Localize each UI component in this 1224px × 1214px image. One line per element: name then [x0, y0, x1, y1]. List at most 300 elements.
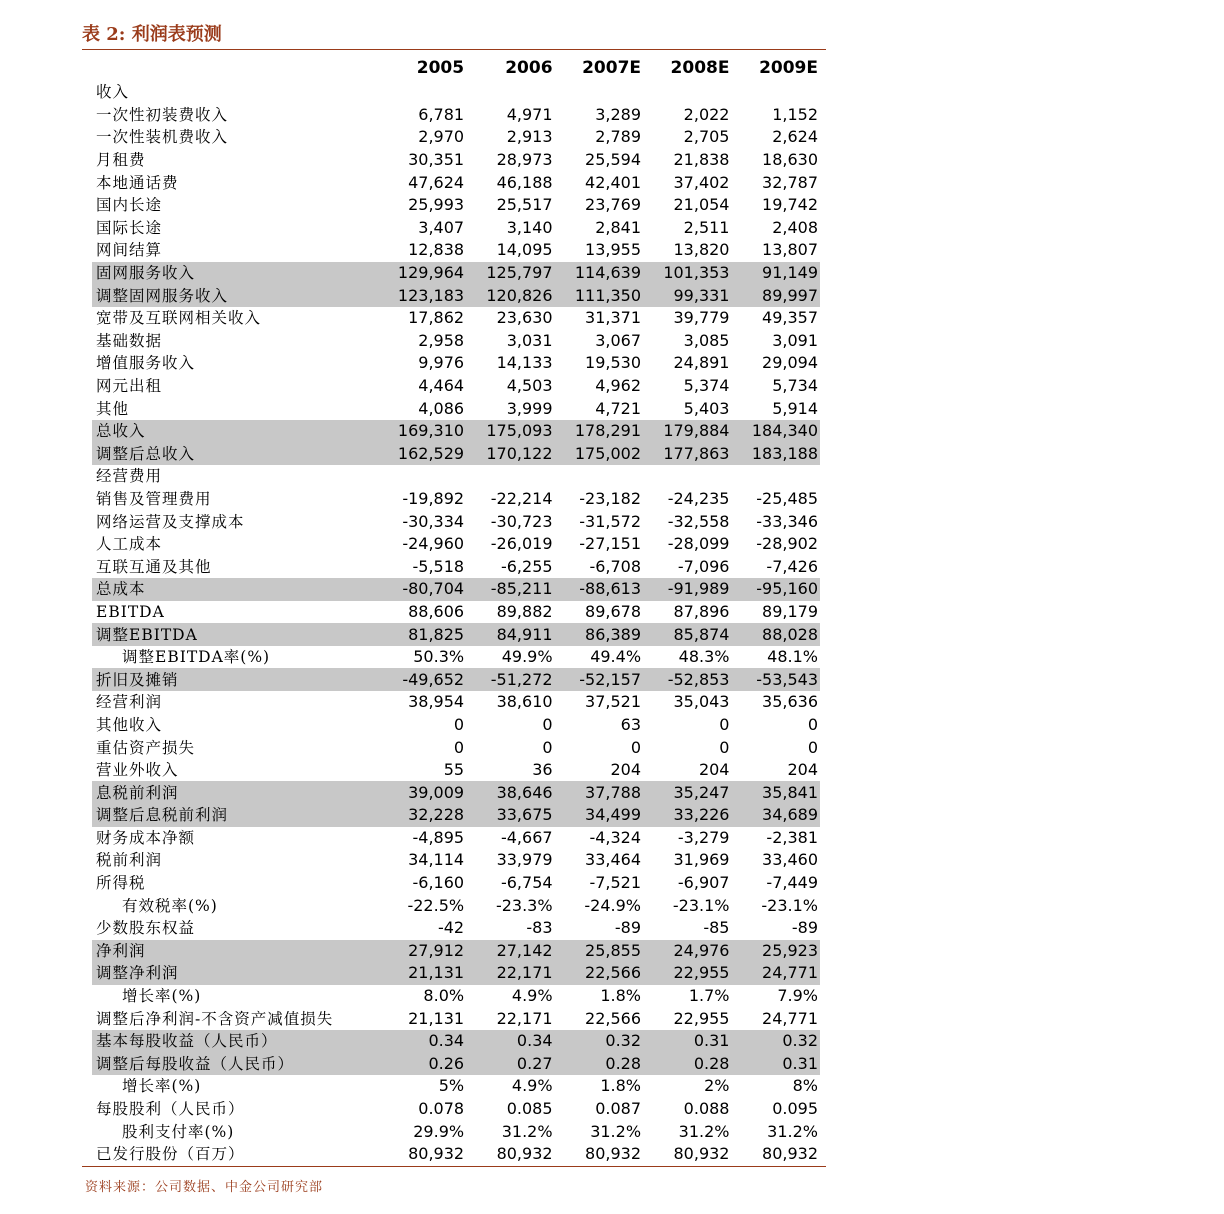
column-header: 2008E: [670, 58, 730, 78]
table-row: [82, 804, 826, 827]
cell-value: 3,999: [506, 398, 553, 418]
cell-value: -91,989: [649, 578, 737, 601]
cell-value: -23,182: [579, 488, 642, 508]
table-row: [82, 533, 826, 556]
cell-value: 85,874: [649, 623, 737, 646]
cell-value: 0.087: [595, 1099, 642, 1119]
cell-value: 27,142: [472, 940, 560, 963]
cell-value: -28,099: [667, 534, 730, 554]
cell-value: 35,636: [762, 692, 818, 712]
cell-value: 1.8%: [600, 1076, 642, 1096]
cell-value: -7,096: [677, 556, 730, 576]
cell-value: 21,838: [673, 150, 730, 170]
cell-value: -24,235: [667, 488, 730, 508]
cell-value: 3,031: [506, 330, 553, 350]
cell-value: -22,214: [490, 488, 553, 508]
cell-value: 22,955: [673, 1008, 730, 1028]
cell-value: -7,521: [589, 873, 642, 893]
cell-value: 0.085: [506, 1099, 553, 1119]
cell-value: 4,086: [418, 398, 465, 418]
row-label: 基本每股收益（人民币）: [82, 1030, 384, 1053]
cell-value: 3,407: [418, 217, 465, 237]
cell-value: 6,781: [418, 104, 465, 124]
cell-value: 19,742: [762, 195, 818, 215]
table-row: [82, 104, 826, 127]
cell-value: 3,085: [683, 330, 730, 350]
header-row: [82, 55, 826, 81]
table-row: [82, 827, 826, 850]
cell-value: 0.31: [737, 1053, 826, 1076]
table-row: [82, 307, 826, 330]
table-row: [82, 940, 826, 963]
row-label: 息税前利润: [82, 781, 384, 804]
cell-value: [737, 81, 826, 104]
cell-value: 33,226: [649, 804, 737, 827]
cell-value: 55: [443, 760, 465, 780]
cell-value: 37,521: [585, 692, 642, 712]
cell-value: 1.8%: [600, 986, 642, 1006]
cell-value: 50.3%: [413, 647, 465, 667]
table-row: [82, 194, 826, 217]
cell-value: 89,179: [762, 601, 818, 621]
cell-value: 2,408: [772, 217, 818, 237]
cell-value: -4,895: [412, 827, 465, 847]
cell-value: -6,160: [412, 873, 465, 893]
cell-value: 31.2%: [678, 1121, 730, 1141]
row-label: 增长率(%): [122, 1077, 202, 1096]
cell-value: 34,114: [408, 850, 465, 870]
table-title: 表 2: 利润表预测: [82, 22, 826, 50]
table-row: [82, 601, 826, 624]
cell-value: 125,797: [472, 262, 560, 285]
cell-value: 38,954: [408, 692, 465, 712]
table-row: [82, 239, 826, 262]
cell-value: -6,708: [589, 556, 642, 576]
cell-value: 0: [719, 737, 730, 757]
cell-value: 123,183: [384, 284, 472, 307]
cell-value: 35,247: [649, 781, 737, 804]
cell-value: 21,131: [408, 1008, 465, 1028]
cell-value: 1,152: [772, 104, 818, 124]
row-label: 调整后每股收益（人民币）: [82, 1053, 384, 1076]
cell-value: -53,543: [737, 668, 826, 691]
cell-value: 29,094: [762, 353, 818, 373]
cell-value: 49,357: [762, 308, 818, 328]
cell-value: -31,572: [579, 511, 642, 531]
cell-value: 22,566: [561, 962, 649, 985]
cell-value: 8%: [792, 1076, 818, 1096]
cell-value: 27,912: [384, 940, 472, 963]
row-label: 其他: [96, 399, 130, 418]
cell-value: 4,962: [595, 376, 642, 396]
cell-value: 21,054: [673, 195, 730, 215]
cell-value: 4,971: [506, 104, 553, 124]
cell-value: 0.28: [561, 1053, 649, 1076]
cell-value: 46,188: [496, 172, 553, 192]
cell-value: 204: [610, 760, 642, 780]
income-statement-table-container: [82, 55, 826, 1166]
cell-value: 23,769: [585, 195, 642, 215]
cell-value: 38,646: [472, 781, 560, 804]
cell-value: -51,272: [472, 668, 560, 691]
cell-value: -24.9%: [584, 895, 642, 915]
table-row: [82, 1007, 826, 1030]
cell-value: 177,863: [649, 443, 737, 466]
table-row: [82, 126, 826, 149]
table-row: [82, 284, 826, 307]
cell-value: 111,350: [561, 284, 649, 307]
cell-value: -4,667: [500, 827, 553, 847]
cell-value: 5,403: [683, 398, 730, 418]
cell-value: 86,389: [561, 623, 649, 646]
cell-value: 33,464: [585, 850, 642, 870]
cell-value: 31,371: [585, 308, 642, 328]
cell-value: -3,279: [677, 827, 730, 847]
table-row: [82, 714, 826, 737]
cell-value: 2,624: [772, 127, 818, 147]
cell-value: -42: [437, 918, 465, 938]
cell-value: -26,019: [490, 534, 553, 554]
table-row: [82, 985, 826, 1008]
cell-value: 22,566: [585, 1008, 642, 1028]
table-row: [82, 397, 826, 420]
cell-value: 33,460: [762, 850, 818, 870]
table-row: [82, 849, 826, 872]
cell-value: 99,331: [649, 284, 737, 307]
cell-value: 25,993: [408, 195, 465, 215]
cell-value: 32,787: [762, 172, 818, 192]
table-row: [82, 1053, 826, 1076]
income-statement-table: [82, 55, 826, 1166]
cell-value: 88,028: [737, 623, 826, 646]
row-label: 经营利润: [96, 693, 163, 712]
cell-value: [472, 465, 560, 488]
row-label: 国际长途: [96, 218, 163, 237]
cell-value: [472, 81, 560, 104]
cell-value: 0: [719, 714, 730, 734]
cell-value: 14,095: [496, 240, 553, 260]
cell-value: 204: [698, 760, 730, 780]
cell-value: 2,022: [683, 104, 730, 124]
table-row: [82, 171, 826, 194]
cell-value: 89,882: [496, 601, 553, 621]
cell-value: 2,511: [683, 217, 730, 237]
cell-value: [561, 465, 649, 488]
cell-value: -27,151: [579, 534, 642, 554]
cell-value: 0.26: [384, 1053, 472, 1076]
row-label: 一次性装机费收入: [96, 128, 229, 147]
cell-value: 5%: [438, 1076, 465, 1096]
table-row: [82, 1075, 826, 1098]
cell-value: 183,188: [737, 443, 826, 466]
table-row: [82, 488, 826, 511]
cell-value: 13,955: [585, 240, 642, 260]
source-note: 资料来源：公司数据、中金公司研究部: [85, 1180, 324, 1195]
table-row: [82, 1098, 826, 1121]
cell-value: 13,820: [673, 240, 730, 260]
cell-value: 91,149: [737, 262, 826, 285]
cell-value: -6,255: [500, 556, 553, 576]
table-row: [82, 443, 826, 466]
column-header: 2006: [505, 58, 553, 78]
cell-value: -23.3%: [495, 895, 553, 915]
cell-value: -89: [791, 918, 818, 938]
cell-value: -85: [703, 918, 730, 938]
cell-value: 47,624: [408, 172, 465, 192]
cell-value: 22,955: [649, 962, 737, 985]
cell-value: 3,140: [506, 217, 553, 237]
cell-value: 24,771: [762, 1008, 818, 1028]
row-label: 收入: [96, 83, 130, 102]
row-label: 人工成本: [96, 535, 163, 554]
row-label: 已发行股份（百万）: [96, 1145, 245, 1164]
table-row: [82, 330, 826, 353]
row-label: 调整后净利润-不含资产减值损失: [96, 1009, 334, 1028]
cell-value: 2%: [704, 1076, 730, 1096]
cell-value: 0: [807, 714, 818, 734]
cell-value: 0: [630, 737, 642, 757]
cell-value: 0: [542, 714, 553, 734]
cell-value: 0.34: [472, 1030, 560, 1053]
cell-value: 80,932: [762, 1144, 818, 1164]
cell-value: 0.27: [472, 1053, 560, 1076]
cell-value: 179,884: [649, 420, 737, 443]
cell-value: 35,043: [673, 692, 730, 712]
table-row: [82, 962, 826, 985]
cell-value: -95,160: [737, 578, 826, 601]
row-label: 增长率(%): [122, 987, 202, 1006]
cell-value: 84,911: [472, 623, 560, 646]
row-label: 互联互通及其他: [96, 557, 212, 576]
cell-value: 0: [542, 737, 553, 757]
row-label: 一次性初装费收入: [96, 105, 229, 124]
cell-value: 170,122: [472, 443, 560, 466]
cell-value: 31.2%: [767, 1121, 818, 1141]
cell-value: [384, 465, 472, 488]
row-label: EBITDA: [96, 602, 165, 621]
cell-value: 114,639: [561, 262, 649, 285]
cell-value: -25,485: [756, 488, 818, 508]
cell-value: 24,771: [737, 962, 826, 985]
table-row: [82, 217, 826, 240]
row-label: 有效税率(%): [122, 896, 218, 915]
cell-value: 25,517: [496, 195, 553, 215]
row-label: 总收入: [82, 420, 384, 443]
row-label: 国内长途: [96, 196, 163, 215]
cell-value: -6,754: [500, 873, 553, 893]
cell-value: 14,133: [496, 353, 553, 373]
cell-value: 34,689: [737, 804, 826, 827]
row-label: 调整EBITDA: [82, 623, 384, 646]
cell-value: -49,652: [384, 668, 472, 691]
row-label: 其他收入: [96, 715, 163, 734]
cell-value: [561, 81, 649, 104]
table-row: [82, 352, 826, 375]
table-row: [82, 623, 826, 646]
cell-value: 204: [787, 760, 818, 780]
cell-value: [649, 465, 737, 488]
cell-value: 0: [807, 737, 818, 757]
cell-value: 38,610: [496, 692, 553, 712]
cell-value: -52,853: [649, 668, 737, 691]
cell-value: 23,630: [496, 308, 553, 328]
row-label: 调整净利润: [82, 962, 384, 985]
cell-value: 42,401: [585, 172, 642, 192]
cell-value: 0.28: [649, 1053, 737, 1076]
cell-value: 39,779: [673, 308, 730, 328]
cell-value: 175,002: [561, 443, 649, 466]
cell-value: 0.078: [418, 1099, 465, 1119]
cell-value: 169,310: [384, 420, 472, 443]
table-row: [82, 1143, 826, 1166]
cell-value: 9,976: [418, 353, 465, 373]
table-row: [82, 510, 826, 533]
table-row: [82, 1120, 826, 1143]
cell-value: 120,826: [472, 284, 560, 307]
cell-value: 24,891: [673, 353, 730, 373]
cell-value: -4,324: [589, 827, 642, 847]
cell-value: 162,529: [384, 443, 472, 466]
cell-value: -80,704: [384, 578, 472, 601]
cell-value: -5,518: [412, 556, 465, 576]
row-label: 调整固网服务收入: [82, 284, 384, 307]
cell-value: 5,914: [772, 398, 818, 418]
table-row: [82, 781, 826, 804]
table-row: [82, 555, 826, 578]
row-label: 网元出租: [96, 377, 163, 396]
cell-value: -22.5%: [407, 895, 465, 915]
cell-value: 31.2%: [501, 1121, 553, 1141]
cell-value: 17,862: [408, 308, 465, 328]
table-row: [82, 646, 826, 669]
cell-value: -30,723: [490, 511, 553, 531]
cell-value: 25,855: [561, 940, 649, 963]
cell-value: -6,907: [677, 873, 730, 893]
row-label: 所得税: [96, 874, 146, 893]
cell-value: 49.4%: [590, 647, 642, 667]
cell-value: 3,091: [772, 330, 818, 350]
table-row: [82, 1030, 826, 1053]
table-row: [82, 917, 826, 940]
cell-value: 101,353: [649, 262, 737, 285]
cell-value: 48.3%: [678, 647, 730, 667]
cell-value: 0.34: [384, 1030, 472, 1053]
cell-value: -85,211: [472, 578, 560, 601]
cell-value: 2,913: [506, 127, 553, 147]
table-body: [82, 81, 826, 1166]
cell-value: 33,675: [472, 804, 560, 827]
cell-value: 2,789: [595, 127, 642, 147]
cell-value: 31.2%: [590, 1121, 642, 1141]
cell-value: 7.9%: [777, 986, 818, 1006]
row-label: 重估资产损失: [96, 738, 196, 757]
cell-value: [384, 81, 472, 104]
row-label: 税前利润: [96, 851, 163, 870]
cell-value: 13,807: [762, 240, 818, 260]
table-row: [82, 736, 826, 759]
cell-value: 89,997: [737, 284, 826, 307]
cell-value: 22,171: [472, 962, 560, 985]
cell-value: 31,969: [673, 850, 730, 870]
cell-value: 8.0%: [423, 986, 465, 1006]
cell-value: 81,825: [384, 623, 472, 646]
row-label: 少数股东权益: [96, 919, 196, 938]
table-row: [82, 262, 826, 285]
cell-value: 36: [532, 760, 553, 780]
cell-value: 184,340: [737, 420, 826, 443]
row-label: 增值服务收入: [96, 354, 196, 373]
column-header: 2009E: [759, 58, 818, 78]
cell-value: 80,932: [673, 1144, 730, 1164]
cell-value: 4.9%: [511, 986, 553, 1006]
cell-value: -30,334: [402, 511, 465, 531]
cell-value: 4.9%: [511, 1076, 553, 1096]
row-label: 网络运营及支撑成本: [96, 512, 245, 531]
row-label: 经营费用: [96, 467, 163, 486]
cell-value: 80,932: [585, 1144, 642, 1164]
row-label: 本地通话费: [96, 173, 179, 192]
table-row: [82, 759, 826, 782]
cell-value: [737, 465, 826, 488]
cell-value: 2,970: [418, 127, 465, 147]
row-label: 财务成本净额: [96, 828, 196, 847]
cell-value: 24,976: [649, 940, 737, 963]
cell-value: 37,402: [673, 172, 730, 192]
cell-value: -7,449: [766, 873, 818, 893]
cell-value: 0: [453, 714, 465, 734]
cell-value: 35,841: [737, 781, 826, 804]
cell-value: 3,067: [595, 330, 642, 350]
cell-value: 39,009: [384, 781, 472, 804]
cell-value: -2,381: [766, 827, 818, 847]
cell-value: 89,678: [585, 601, 642, 621]
cell-value: -28,902: [756, 534, 818, 554]
cell-value: 4,503: [506, 376, 553, 396]
cell-value: 49.9%: [501, 647, 553, 667]
cell-value: 4,464: [418, 376, 465, 396]
cell-value: -88,613: [561, 578, 649, 601]
cell-value: -24,960: [402, 534, 465, 554]
row-label: 网间结算: [96, 241, 163, 260]
row-label: 每股股利（人民币）: [96, 1100, 245, 1119]
cell-value: -7,426: [766, 556, 818, 576]
row-label: 固网服务收入: [82, 262, 384, 285]
cell-value: 19,530: [585, 353, 642, 373]
cell-value: -23.1%: [672, 895, 730, 915]
cell-value: 5,374: [683, 376, 730, 396]
header-label-blank: [82, 55, 384, 81]
cell-value: 2,705: [683, 127, 730, 147]
row-label: 月租费: [96, 151, 146, 170]
table-row: [82, 578, 826, 601]
cell-value: -19,892: [402, 488, 465, 508]
cell-value: 18,630: [762, 150, 818, 170]
cell-value: -89: [614, 918, 642, 938]
cell-value: 5,734: [772, 376, 818, 396]
row-label: 折旧及摊销: [82, 668, 384, 691]
cell-value: 87,896: [673, 601, 730, 621]
cell-value: 0.088: [683, 1099, 730, 1119]
cell-value: 0.32: [561, 1030, 649, 1053]
cell-value: 1.7%: [688, 986, 730, 1006]
cell-value: 4,721: [595, 398, 642, 418]
table-row: [82, 894, 826, 917]
cell-value: 22,171: [496, 1008, 553, 1028]
row-label: 股利支付率(%): [122, 1122, 235, 1141]
column-header: 2005: [416, 58, 465, 78]
cell-value: 21,131: [384, 962, 472, 985]
cell-value: 48.1%: [767, 647, 818, 667]
